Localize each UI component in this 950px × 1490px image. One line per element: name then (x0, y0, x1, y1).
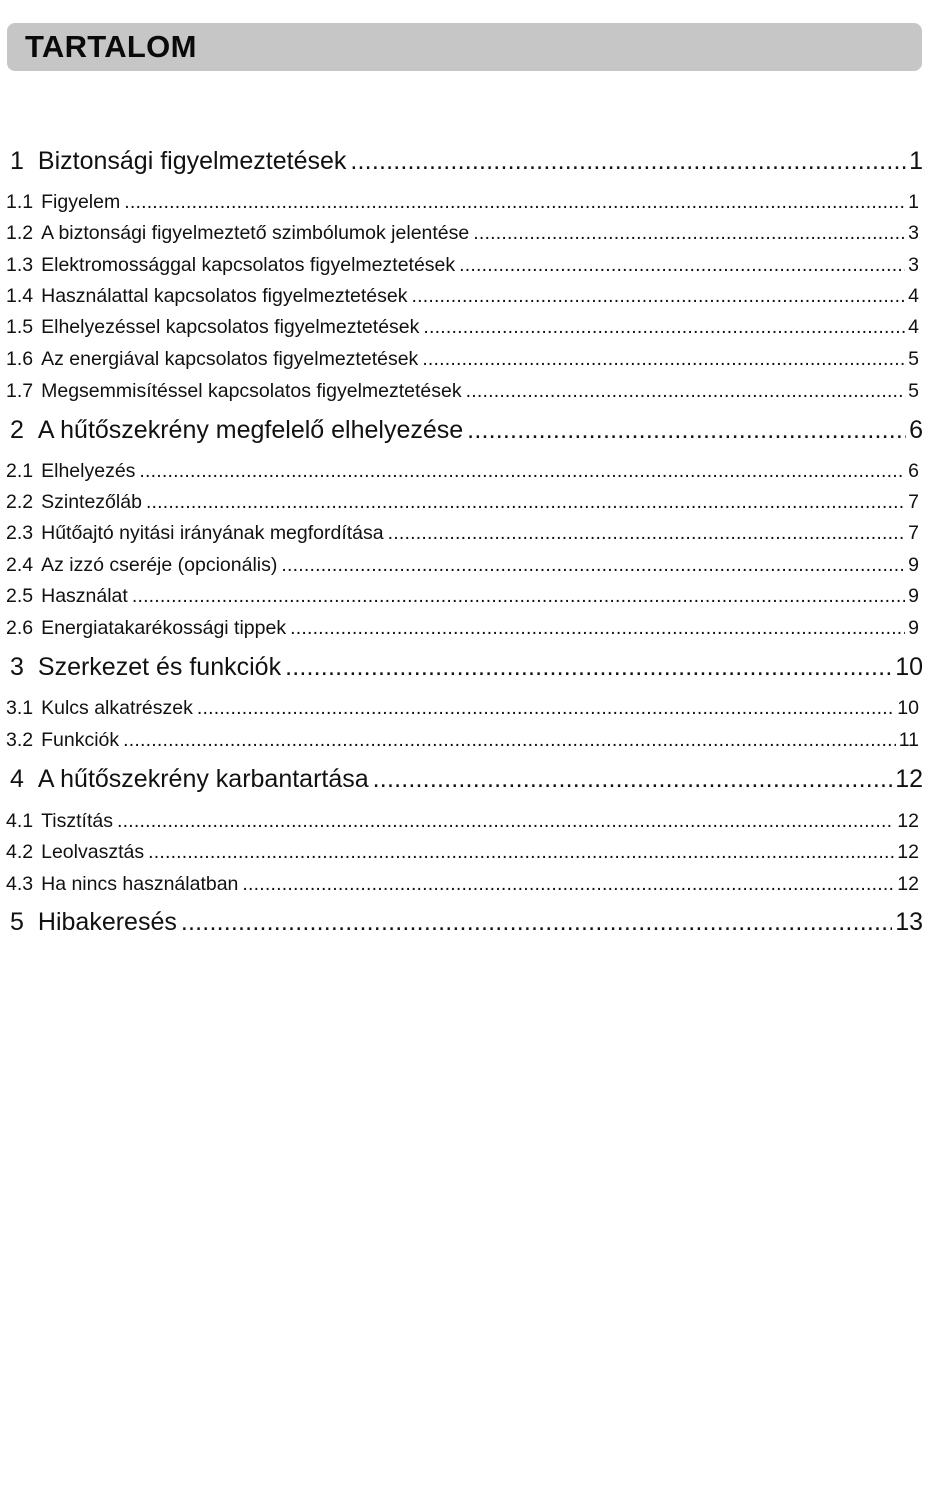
section-number: 4.3 (6, 873, 34, 895)
chapter-title: Szerkezet és funkciók (37, 653, 282, 681)
toc-section-2-6[interactable] (6, 617, 919, 643)
section-number: 1.7 (6, 380, 34, 402)
toc-chapter-3[interactable] (10, 653, 923, 685)
toc-section-2-3[interactable] (6, 522, 919, 548)
chapter-number: 5 (10, 908, 24, 936)
toc-section-1-1[interactable] (6, 191, 919, 217)
toc-section-3-1[interactable] (6, 697, 919, 723)
section-title: Hűtőajtó nyitási irányának megfordítása (41, 522, 384, 544)
dot-leader (466, 380, 906, 403)
toc-chapter-1[interactable] (10, 147, 923, 179)
page-title: TARTALOM (25, 29, 197, 64)
section-number: 1.6 (6, 348, 34, 370)
section-title: Elektromossággal kapcsolatos figyelmeztetések (41, 254, 456, 276)
chapter-title: Biztonsági figyelmeztetések (37, 147, 347, 175)
section-title: Használat (41, 585, 128, 607)
section-title: Szintezőláb (41, 491, 142, 513)
toc-section-1-7[interactable] (6, 380, 919, 406)
section-page-number: 7 (908, 522, 919, 544)
section-page-number: 1 (908, 191, 919, 213)
dot-leader (459, 254, 905, 277)
chapter-title: A hűtőszekrény megfelelő elhelyezése (37, 416, 464, 444)
toc-section-1-3[interactable] (6, 254, 919, 280)
section-page-number: 9 (908, 617, 919, 639)
dot-leader (285, 653, 892, 682)
section-title: Funkciók (41, 729, 120, 751)
dot-leader (124, 191, 905, 214)
chapter-title: A hűtőszekrény karbantartása (37, 765, 369, 793)
section-number: 3.1 (6, 697, 34, 719)
toc-section-1-5[interactable] (6, 316, 919, 342)
section-number: 2.3 (6, 522, 34, 544)
dot-leader (467, 416, 906, 445)
section-title: Tisztítás (41, 810, 113, 832)
toc-section-1-2[interactable] (6, 222, 919, 248)
chapter-page-number: 6 (909, 416, 923, 444)
section-number: 4.2 (6, 841, 34, 863)
dot-leader (123, 729, 896, 752)
section-number: 2.5 (6, 585, 34, 607)
section-title: Használattal kapcsolatos figyelmeztetések (41, 285, 408, 307)
section-title: Elhelyezéssel kapcsolatos figyelmeztetések (41, 316, 420, 338)
section-number: 2.1 (6, 460, 34, 482)
chapter-page-number: 10 (895, 653, 923, 681)
section-page-number: 3 (908, 254, 919, 276)
chapter-number: 2 (10, 416, 24, 444)
toc-section-2-5[interactable] (6, 585, 919, 611)
section-number: 2.4 (6, 554, 34, 576)
dot-leader (281, 554, 905, 577)
dot-leader (197, 697, 894, 720)
toc-chapter-5[interactable] (10, 908, 923, 940)
toc-section-1-4[interactable] (6, 285, 919, 311)
section-page-number: 11 (898, 729, 919, 751)
section-title: Energiatakarékossági tippek (41, 617, 287, 639)
section-page-number: 12 (897, 810, 919, 832)
toc-chapter-4[interactable] (10, 765, 923, 797)
dot-leader (422, 348, 905, 371)
toc-section-2-4[interactable] (6, 554, 919, 580)
section-page-number: 5 (908, 380, 919, 402)
dot-leader (117, 810, 894, 833)
section-title: Az energiával kapcsolatos figyelmeztetések (41, 348, 419, 370)
dot-leader (146, 491, 905, 514)
section-page-number: 6 (908, 460, 919, 482)
section-number: 1.5 (6, 316, 34, 338)
chapter-number: 4 (10, 765, 24, 793)
section-number: 2.2 (6, 491, 34, 513)
section-number: 1.4 (6, 285, 34, 307)
toc-section-1-6[interactable] (6, 348, 919, 374)
section-title: Leolvasztás (41, 841, 145, 863)
dot-leader (350, 147, 906, 176)
toc-section-2-2[interactable] (6, 491, 919, 517)
chapter-number: 3 (10, 653, 24, 681)
dot-leader (373, 765, 893, 794)
chapter-title: Hibakeresés (37, 908, 177, 936)
section-title: Kulcs alkatrészek (41, 697, 193, 719)
section-title: Az izzó cseréje (opcionális) (41, 554, 278, 576)
toc-section-4-1[interactable] (6, 810, 919, 836)
toc-section-4-2[interactable] (6, 841, 919, 867)
section-page-number: 7 (908, 491, 919, 513)
toc-section-2-1[interactable] (6, 460, 919, 486)
toc-section-4-3[interactable] (6, 873, 919, 899)
section-number: 1.3 (6, 254, 34, 276)
section-page-number: 3 (908, 222, 919, 244)
section-title: Megsemmisítéssel kapcsolatos figyelmeztetések (41, 380, 462, 402)
toc-chapter-2[interactable] (10, 416, 923, 448)
chapter-number: 1 (10, 147, 24, 175)
toc-section-3-2[interactable] (6, 729, 919, 755)
section-number: 2.6 (6, 617, 34, 639)
chapter-page-number: 12 (895, 765, 923, 793)
section-page-number: 12 (897, 841, 919, 863)
section-page-number: 4 (908, 316, 919, 338)
section-title: A biztonsági figyelmeztető szimbólumok jelentése (41, 222, 470, 244)
section-number: 1.1 (6, 191, 34, 213)
chapter-page-number: 13 (895, 908, 923, 936)
toc-header-bar (7, 23, 922, 71)
section-page-number: 10 (897, 697, 919, 719)
section-title: Figyelem (41, 191, 121, 213)
section-page-number: 9 (908, 585, 919, 607)
dot-leader (148, 841, 894, 864)
dot-leader (132, 585, 905, 608)
dot-leader (242, 873, 894, 896)
section-title: Elhelyezés (41, 460, 136, 482)
section-page-number: 12 (897, 873, 919, 895)
dot-leader (411, 285, 905, 308)
chapter-page-number: 1 (909, 147, 923, 175)
dot-leader (473, 222, 905, 245)
section-number: 4.1 (6, 810, 34, 832)
dot-leader (290, 617, 905, 640)
section-page-number: 5 (908, 348, 919, 370)
section-title: Ha nincs használatban (41, 873, 239, 895)
dot-leader (388, 522, 906, 545)
section-number: 1.2 (6, 222, 34, 244)
section-page-number: 9 (908, 554, 919, 576)
dot-leader (139, 460, 905, 483)
section-number: 3.2 (6, 729, 34, 751)
dot-leader (181, 908, 892, 937)
dot-leader (423, 316, 905, 339)
section-page-number: 4 (908, 285, 919, 307)
